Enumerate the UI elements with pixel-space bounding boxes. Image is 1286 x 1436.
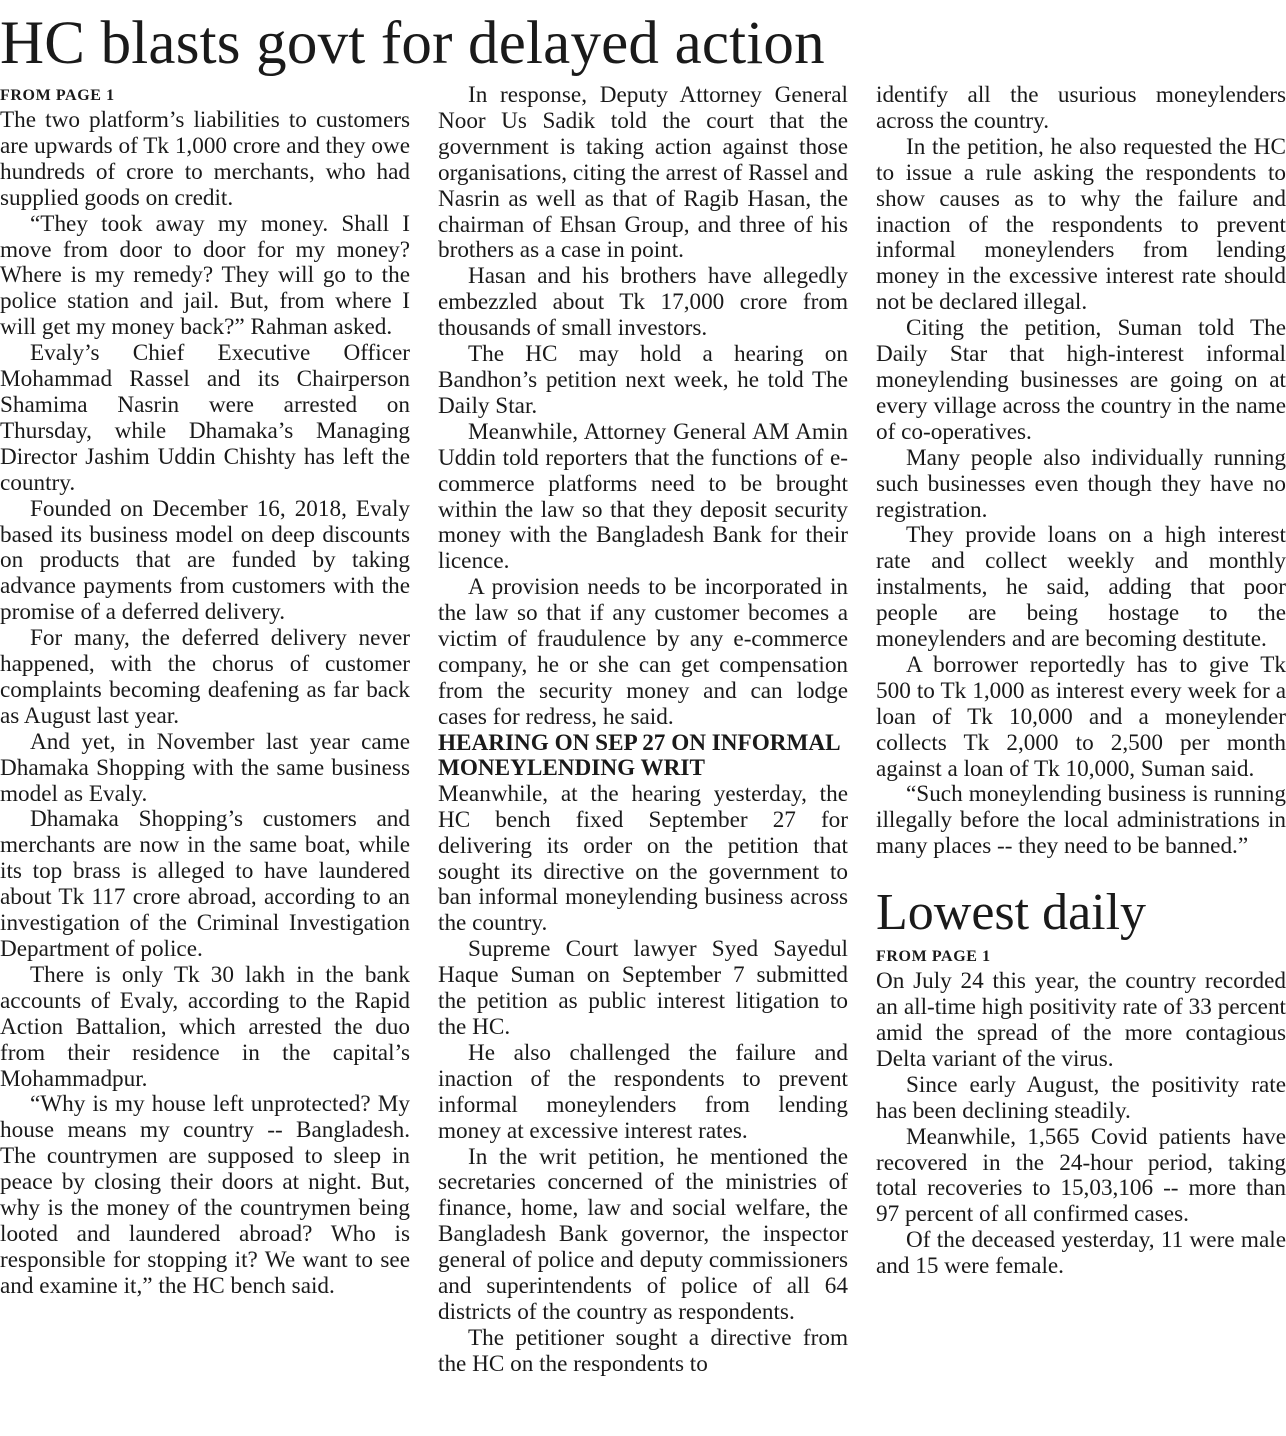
article-paragraph: Of the deceased yesterday, 11 were male and 15 were female. <box>876 1227 1286 1280</box>
second-dateline: FROM PAGE 1 <box>876 948 991 966</box>
article-subhead: HEARING ON SEP 27 ON INFORMAL MONEYLENDING WRIT <box>438 729 840 782</box>
article-paragraph: The petitioner sought a directive from the HC on the respondents to <box>438 1324 848 1377</box>
article-paragraph: He also challenged the failure and inaction of the respondents to prevent informal moneylenders from lending money at excessive interest rates. <box>438 1039 848 1144</box>
article-paragraph: Meanwhile, Attorney General AM Amin Uddin told reporters that the functions of e-commerce platforms need to be brought within the law so that they deposit security money with the Bangladesh Bank for their licence. <box>438 418 848 575</box>
article-paragraph: They provide loans on a high interest rate and collect weekly and monthly instalments, he said, adding that poor people are being hostage to the moneylenders and are becoming destitute. <box>876 522 1286 653</box>
article-paragraph: Since early August, the positivity rate has been declining steadily. <box>876 1071 1286 1124</box>
article-column-2 <box>438 83 848 1378</box>
article-paragraph: identify all the usurious moneylenders across the country. <box>876 82 1286 134</box>
article-paragraph: Hasan and his brothers have allegedly embezzled about Tk 17,000 crore from thousands of small investors. <box>438 263 848 342</box>
article-paragraph: “Such moneylending business is running illegally before the local administrations in many places -- they need to be banned.” <box>876 781 1286 860</box>
article-paragraph: Many people also individually running such businesses even though they have no registration. <box>876 444 1286 523</box>
main-dateline: FROM PAGE 1 <box>0 87 115 104</box>
article-paragraph: The HC may hold a hearing on Bandhon’s petition next week, he told The Daily Star. <box>438 341 848 419</box>
article-paragraph: “They took away my money. Shall I move from door to door for my money? Where is my remedy? They will go to the police station and jail. But, from where I will get my money back?” Rahman asked. <box>0 210 410 341</box>
article-paragraph: The two platform’s liabilities to customers are upwards of Tk 1,000 crore and they owe hundreds of crore to merchants, who had supplied goods on credit. <box>0 107 410 211</box>
article-paragraph: In the petition, he also requested the HC to issue a rule asking the respondents to show causes as to why the failure and inaction of the respondents to prevent informal moneylenders from lending money in the excessive interest rate should not be declared illegal. <box>876 133 1286 316</box>
article-paragraph: Meanwhile, 1,565 Covid patients have recovered in the 24-hour period, taking total recoveries to 15,03,106 -- more than 97 percent of all confirmed cases. <box>876 1123 1286 1228</box>
second-headline: Lowest daily <box>876 884 1147 942</box>
article-column-1 <box>0 83 410 1300</box>
article-paragraph: For many, the deferred delivery never happened, with the chorus of customer complaints becoming deafening as far back as August last year. <box>0 625 410 729</box>
article-column-3 <box>876 83 1286 1280</box>
article-paragraph: “Why is my house left unprotected? My house means my country -- Bangladesh. The countrymen are supposed to sleep in peace by closing their doors at night. But, why is the money of the countrymen being looted and laundered abroad? Who is responsible for stopping it? We want to see and examine it,” the HC bench said. <box>0 1091 410 1299</box>
article-paragraph: Evaly’s Chief Executive Officer Mohammad Rassel and its Chairperson Shamima Nasrin were arrested on Thursday, while Dhamaka’s Managing Director Jashim Uddin Chishty has left the country. <box>0 340 410 496</box>
article-paragraph: In the writ petition, he mentioned the secretaries concerned of the ministries of finance, home, law and social welfare, the Bangladesh Bank governor, the inspector general of police and deputy commissioners and superintendents of police of all 64 districts of the country as respondents. <box>438 1143 848 1325</box>
article-paragraph: A borrower reportedly has to give Tk 500 to Tk 1,000 as interest every week for a loan of Tk 10,000 and a moneylender collects Tk 2,000 to 2,500 per month against a loan of Tk 10,000, Suman said. <box>876 651 1286 782</box>
main-headline: HC blasts govt for delayed action <box>0 10 825 77</box>
article-paragraph: And yet, in November last year came Dhamaka Shopping with the same business model as Evaly. <box>0 728 410 807</box>
article-paragraph: Supreme Court lawyer Syed Sayedul Haque Suman on September 7 submitted the petition as public interest litigation to the HC. <box>438 936 848 1040</box>
article-paragraph: There is only Tk 30 lakh in the bank accounts of Evaly, according to the Rapid Action Battalion, which arrested the duo from their residence in the capital’s Mohammadpur. <box>0 961 410 1092</box>
article-paragraph: In response, Deputy Attorney General Noor Us Sadik told the court that the government is taking action against those organisations, citing the arrest of Rassel and Nasrin as well as that of Ragib Hasan, the chairman of Ehsan Group, and three of his brothers as a case in point. <box>438 82 848 264</box>
article-paragraph: Dhamaka Shopping’s customers and merchants are now in the same boat, while its top brass is alleged to have laundered about Tk 117 crore abroad, according to an investigation of the Criminal Investigation Department of police. <box>0 806 410 962</box>
article-paragraph: A provision needs to be incorporated in the law so that if any customer becomes a victim of fraudulence by any e-commerce company, he or she can get compensation from the security money and can lodge cases for redress, he said. <box>438 574 848 730</box>
article-paragraph: Meanwhile, at the hearing yesterday, the HC bench fixed September 27 for delivering its order on the petition that sought its directive on the government to ban informal moneylending business across the country. <box>438 780 848 937</box>
article-paragraph: Citing the petition, Suman told The Daily Star that high-interest informal moneylending businesses are going on at every village across the country in the name of co-operatives. <box>876 315 1286 445</box>
article-paragraph: Founded on December 16, 2018, Evaly based its business model on deep discounts on products that are funded by taking advance payments from customers with the promise of a deferred delivery. <box>0 495 410 626</box>
article-paragraph: On July 24 this year, the country recorded an all-time high positivity rate of 33 percent amid the spread of the more contagious Delta variant of the virus. <box>876 968 1286 1072</box>
